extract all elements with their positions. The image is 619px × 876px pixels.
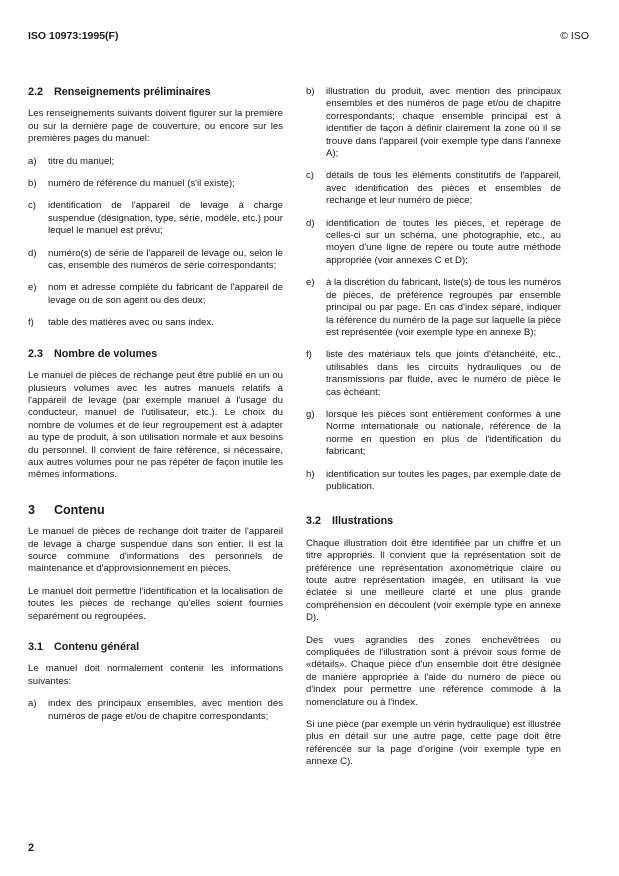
right-column <box>306 86 561 779</box>
section-2-2-list <box>28 156 283 330</box>
list-item <box>28 282 283 307</box>
list-item-text: à la discrétion du fabricant, liste(s) de tous les numéros de pièces, de préférence regroupés par ensemble principal ou par page. En cas d'index séparé, indiquer la référence du numéro de la page sur laquelle la pièce est représentée (voir exemple type en annexe B); <box>326 277 561 338</box>
section-3-2-paragraph: Chaque illustration doit être identifiée par un chiffre et un titre appropriés. Il convient que la représentation soit de préférence une représentation axonométrique claire ou toute autre représentation imagée, en utilisant la vue éclatée si une meilleure clarté et une plus grande compréhension en découlent (voir exemple type en annexe D). <box>306 537 561 624</box>
section-3-1-list-continued <box>306 86 561 493</box>
list-item <box>28 156 283 168</box>
section-3-paragraph: Le manuel doit permettre l'identification et la localisation de toutes les pièces de rechange qu'elles soient fournies séparément ou regroupées. <box>28 585 283 622</box>
list-item-text: titre du manuel; <box>48 155 115 167</box>
section-3-1-heading: 3.1 Contenu général <box>28 641 140 653</box>
list-item-text: table des matières avec ou sans index. <box>48 317 214 329</box>
list-item <box>306 86 561 160</box>
section-3-2-paragraph: Si une pièce (par exemple un vérin hydraulique) est illustrée plus en détail sur une autre page, cette page doit être référencée sur la page d'origine (voir exemple type en annexe C). <box>306 719 561 768</box>
left-column <box>28 86 283 733</box>
section-3-2-paragraph: Des vues agrandies des zones enchevêtrées ou compliquées de l'illustration sont à prévoir sous forme de «détails». Chaque pièce d'un ensemble doit être désignée de manière appropriée à l'aide du numéro de pièce ou d'index pour permettre une référence commode à la nomenclature ou à l'index. <box>306 634 561 708</box>
section-3-2-heading: 3.2 Illustrations <box>306 515 394 528</box>
section-3-paragraph: Le manuel de pièces de rechange doit traiter de l'appareil de levage à charge suspendue dans son entier. Il est la source commune d'informations des personnels de maintenance et d'approvisionnement en pièces. <box>28 526 283 575</box>
list-item <box>28 248 283 273</box>
list-item <box>306 170 561 207</box>
list-item: a) index des principaux ensembles, avec mention des numéros de page et/ou de chapitre correspondants; <box>28 698 283 722</box>
list-item <box>306 469 561 494</box>
list-item-text: identification de toutes les pièces, et repérage de celles-ci sur un schéma, une photographie, etc., au moyen d'une ligne de repère ou toute autre méthode appropriée (voir annexes C et D); <box>326 217 561 266</box>
list-item-text: numéro de référence du manuel (s'il existe); <box>48 178 235 190</box>
list-item-text: nom et adresse complète du fabricant de l'appareil de levage ou de son agent ou des deux; <box>48 282 283 306</box>
section-2-2-heading: 2.2 Renseignements préliminaires <box>28 86 211 98</box>
list-item-label: g) <box>306 408 315 420</box>
list-item-label: f) <box>306 349 312 361</box>
header-standard-id: ISO 10973:1995(F) <box>28 30 119 42</box>
section-3-1-intro: Le manuel doit normalement contenir les informations suivantes: <box>28 663 283 687</box>
list-item-text: identification sur toutes les pages, par exemple date de publication. <box>326 468 561 492</box>
section-2-3-text: Le manuel de pièces de rechange peut être publié en un ou plusieurs volumes avec les autres manuels relatifs à l'appareil de levage (par exemple manuel à l'usage du conducteur, manuel de l'utilisateur, etc.). Le choix du nombre de volumes et de leur regroupement est à adapter au type de produit, à son utilisation normale et aux besoins du personnel. Il convient de faire référence, si nécessaire, aux autres volumes pour ne pas répéter de façon inutile les mêmes informations. <box>28 370 283 481</box>
list-item-label: h) <box>306 468 315 480</box>
list-item-text: illustration du produit, avec mention des principaux ensembles et des numéros de page et/ou de chapitre correspondants; chaque ensemble principal est à identifier de façon à définir clairement la zone où il se trouve dans l'appareil (voir exemple type dans l'annexe A); <box>326 86 561 160</box>
section-2-3-heading: 2.3 Nombre de volumes <box>28 347 158 360</box>
header-copyright: © ISO <box>560 30 589 42</box>
list-item <box>306 409 561 459</box>
list-item <box>306 218 561 268</box>
list-item-text: identification de l'appareil de levage à charge suspendue (désignation, type, série, modèle, etc.) pour lequel le manuel est prévu; <box>48 200 283 237</box>
list-item-text: liste des matériaux tels que joints d'étanchéité, etc., utilisables dans les circuits hydrauliques ou de transmissions par fluide, avec le numéro de pièce le cas échéant; <box>326 349 561 398</box>
list-item-text: numéro(s) de série de l'appareil de levage ou, selon le cas, ensemble des numéros de série correspondants; <box>48 247 283 272</box>
list-item-label: f) <box>28 317 34 329</box>
list-item-label: a) <box>28 155 37 167</box>
list-item-label: c) <box>306 170 314 182</box>
page-number: 2 <box>28 842 35 854</box>
list-item <box>28 200 283 237</box>
section-3-heading: 3 Contenu <box>28 502 105 517</box>
list-item <box>306 349 561 399</box>
list-item-text: lorsque les pièces sont entièrement conformes à une Norme internationale ou nationale, référence de la norme en question en plus de l'identification du fabricant; <box>326 408 561 458</box>
list-item-text: détails de tous les éléments constitutifs de l'appareil, avec identification des pièces et ensembles de rechange et leur numéro de pièce; <box>326 170 561 207</box>
list-item-label: c) <box>28 200 36 212</box>
list-item <box>306 277 561 339</box>
list-item-label: e) <box>28 282 37 294</box>
list-item-label: e) <box>306 277 315 289</box>
list-item <box>28 317 283 329</box>
list-item-label: d) <box>28 247 37 259</box>
section-2-2-intro: Les renseignements suivants doivent figurer sur la première ou sur la dernière page de couverture, ou encore sur les premières pages du manuel: <box>28 108 283 145</box>
list-item-label: d) <box>306 217 315 229</box>
list-item-label: b) <box>306 86 315 97</box>
list-item-label: b) <box>28 178 37 190</box>
list-item <box>28 178 283 190</box>
